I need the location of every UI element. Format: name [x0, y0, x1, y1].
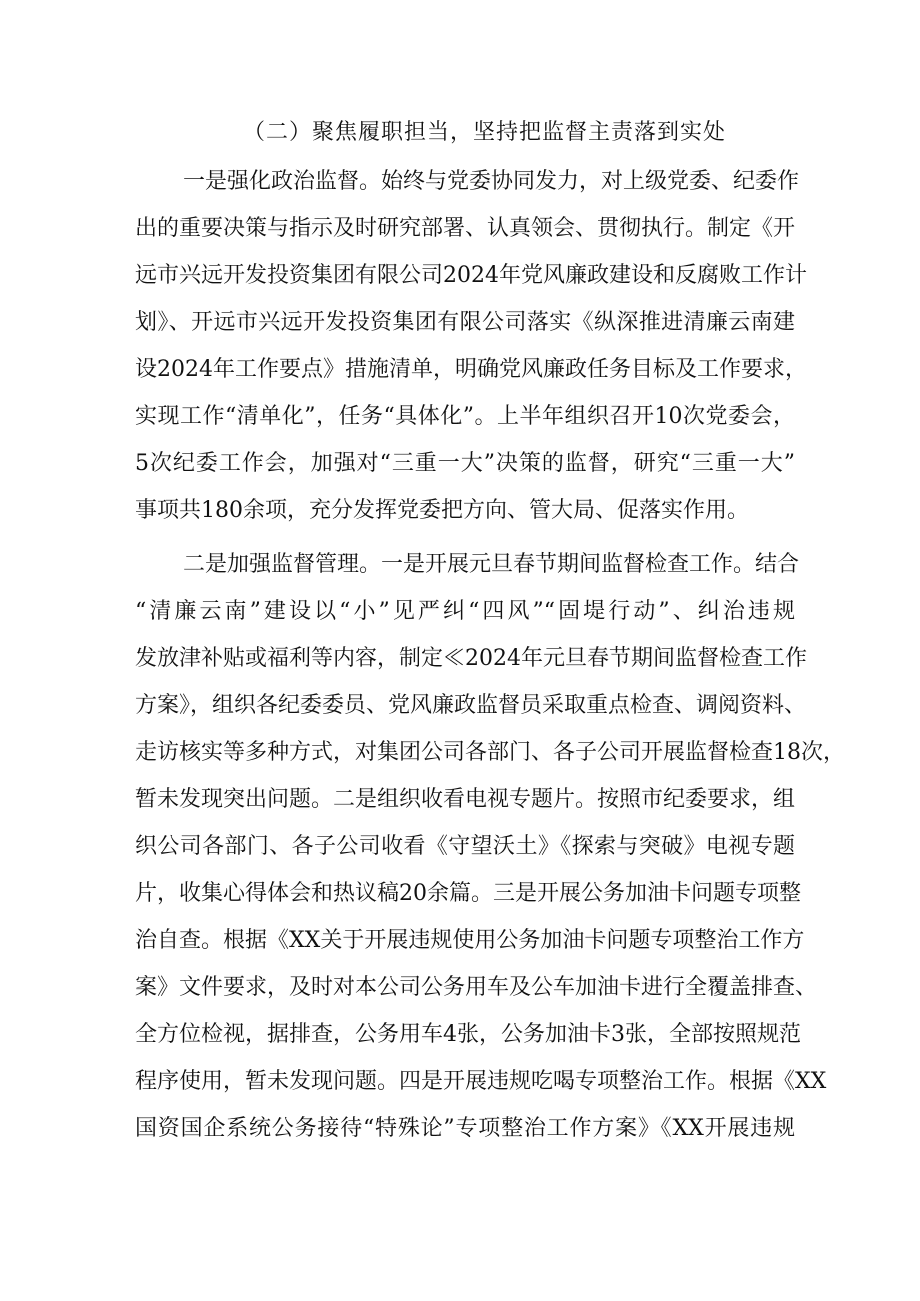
- paragraph-line: 织公司各部门、各子公司收看《守望沃土》《探索与突破》电视专题: [135, 834, 795, 859]
- paragraph-line: 治自查。根据《XX关于开展违规使用公务加油卡问题专项整治工作方: [135, 928, 805, 953]
- paragraph-line: 出的重要决策与指示及时研究部署、认真领会、贯彻执行。制定《开: [135, 216, 796, 241]
- paragraph-line: 方案》，组织各纪委委员、党风廉政监督员采取重点检查、调阅资料、: [135, 693, 807, 718]
- paragraph-line: 5次纪委工作会，加强对“三重一大”决策的监督，研究“三重一大”: [135, 451, 795, 476]
- paragraph-line: 远市兴远开发投资集团有限公司2024年党风廉政建设和反腐败工作计: [135, 263, 807, 288]
- paragraph-line: 案》文件要求，及时对本公司公务用车及公车加油卡进行全覆盖排查、: [135, 975, 818, 1000]
- paragraph-line: 设2024年工作要点》措施清单，明确党风廉政任务目标及工作要求，: [135, 357, 807, 382]
- paragraph-line: 全方位检视，据排查，公务用车4张，公务加油卡3张，全部按照规范: [135, 1022, 801, 1047]
- paragraph-line: 划》、开远市兴远开发投资集团有限公司落实《纵深推进清廉云南建: [135, 310, 795, 335]
- paragraph-line: 一是强化政治监督。始终与党委协同发力，对上级党委、纪委作: [183, 169, 800, 194]
- paragraph-line: 二是加强监督管理。一是开展元旦春节期间监督检查工作。结合: [183, 552, 800, 577]
- paragraph-line: 暂未发现突出问题。二是组织收看电视专题片。按照市纪委要求，组: [135, 787, 796, 812]
- paragraph-line: 程序使用，暂未发现问题。四是开展违规吃喝专项整治工作。根据《XX: [135, 1069, 827, 1094]
- paragraph-line: 走访核实等多种方式，对集团公司各部门、各子公司开展监督检查18次，: [135, 740, 845, 765]
- paragraph-line: 实现工作“清单化”，任务“具体化”。上半年组织召开10次党委会，: [135, 404, 795, 429]
- paragraph-line: 国资国企系统公务接待“特殊论”专项整治工作方案》《XX开展违规: [135, 1116, 795, 1141]
- paragraph-line: 片，收集心得体会和热议稿20余篇。三是开展公务加油卡问题专项整: [135, 881, 801, 906]
- paragraph-line: 事项共180余项，充分发挥党委把方向、管大局、促落实作用。: [135, 498, 749, 523]
- section-heading: （二）聚焦履职担当，坚持把监督主责落到实处: [243, 120, 727, 145]
- paragraph-line: 发放津补贴或福利等内容，制定≪2024年元旦春节期间监督检查工作: [135, 646, 807, 671]
- paragraph-line: “清廉云南”建设以“小”见严纠“四风”“固堤行动”、纠治违规: [135, 599, 795, 624]
